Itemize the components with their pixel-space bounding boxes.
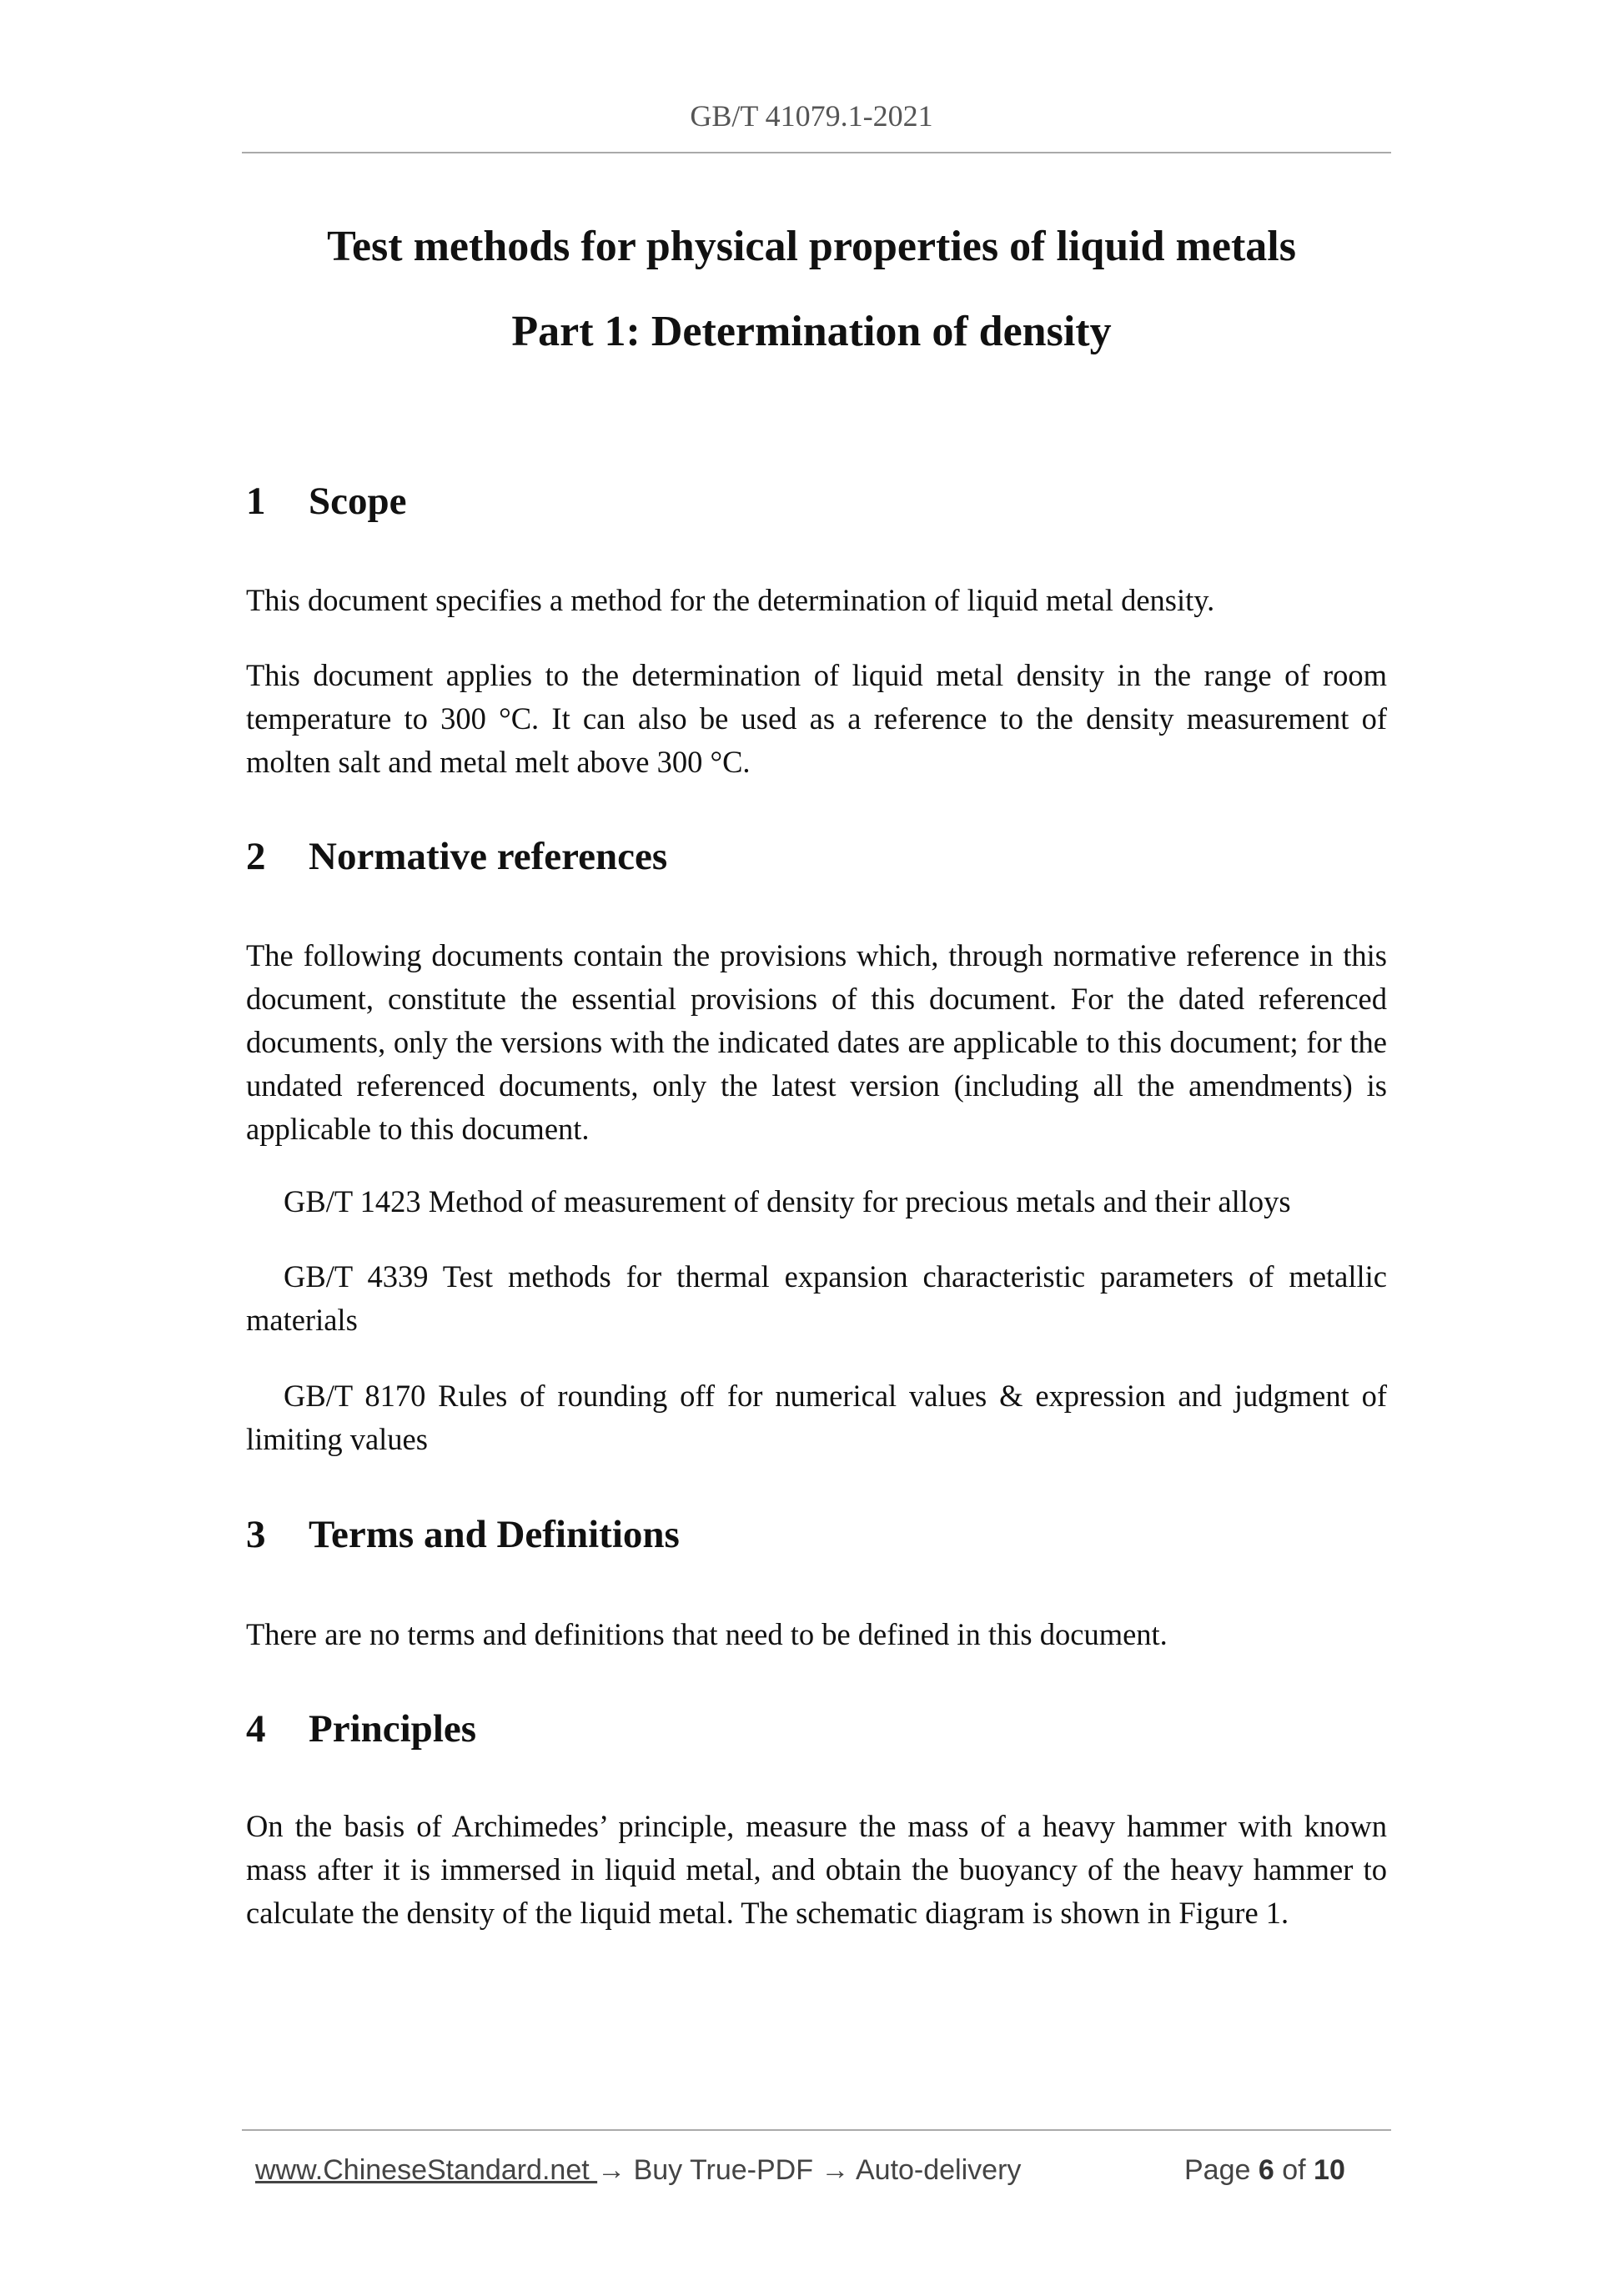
footer-divider (242, 2129, 1391, 2131)
page-label: Page (1184, 2154, 1251, 2186)
normative-references-paragraph: The following documents contain the provisions which, through normative reference in this document, constitute the essential provisions of this document. For the dated referenced documents, only the versions with the indicated dates are applicable to this document; for the undated referenced documents, only the latest version (including all the amendments) is applicable to this document. (246, 938, 1387, 1146)
section-number: 3 (246, 1513, 266, 1556)
section-number: 4 (246, 1707, 266, 1751)
principles-paragraph: On the basis of Archimedes’ principle, measure the mass of a heavy hammer with known mass after it is immersed in liquid metal, and obtain the buoyancy of the heavy hammer to calculate the density of the liquid metal. The schematic diagram is shown in Figure 1. (246, 1809, 1387, 1930)
reference-gbt-4339: GB/T 4339 Test methods for thermal expansion characteristic parameters of metallic materials (246, 1259, 1387, 1337)
arrow-right-icon: → (597, 2154, 626, 2186)
document-subtitle: Part 1: Determination of density (511, 308, 1112, 355)
delivery-text: Auto-delivery (849, 2154, 1022, 2186)
page-indicator (1184, 2154, 1345, 2187)
section-4-heading (246, 1706, 476, 1751)
section-title: Terms and Definitions (309, 1513, 680, 1556)
section-number: 2 (246, 835, 266, 878)
section-2-heading (246, 834, 667, 879)
page-current: 6 (1258, 2154, 1274, 2186)
scope-paragraph-2: This document applies to the determination of liquid metal density in the range of room temperature to 300 °C. It can also be used as a reference to the density measurement of molten salt and metal melt above 300 °C. (246, 658, 1387, 779)
section-title: Normative references (309, 835, 668, 878)
running-header: GB/T 41079.1-2021 (690, 99, 933, 133)
section-title: Principles (309, 1707, 477, 1751)
scope-paragraph-1: This document specifies a method for the determination of liquid metal density. (246, 583, 1215, 617)
buy-text: Buy True-PDF (626, 2154, 822, 2186)
page-total: 10 (1314, 2154, 1345, 2186)
terms-paragraph: There are no terms and definitions that need to be defined in this document. (246, 1617, 1168, 1651)
section-1-heading (246, 479, 407, 524)
header-divider (242, 152, 1391, 153)
page-of: of (1282, 2154, 1306, 2186)
arrow-right-icon: → (821, 2154, 850, 2186)
section-title: Scope (309, 480, 407, 523)
footer-promo (255, 2154, 1021, 2187)
website-link[interactable]: www.ChineseStandard.net (255, 2154, 598, 2186)
reference-gbt-8170: GB/T 8170 Rules of rounding off for numerical values & expression and judgment of limiting values (246, 1379, 1387, 1456)
document-title: Test methods for physical properties of liquid metals (327, 223, 1296, 270)
section-3-heading (246, 1512, 680, 1557)
section-number: 1 (246, 480, 266, 523)
reference-gbt-1423: GB/T 1423 Method of measurement of density for precious metals and their alloys (284, 1184, 1291, 1218)
